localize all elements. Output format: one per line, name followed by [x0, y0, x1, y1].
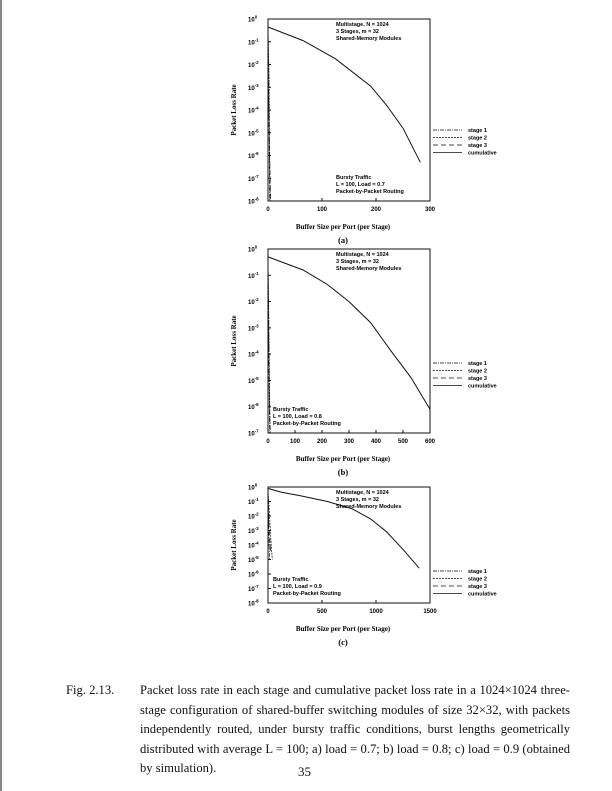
y-axis-label: Packet Loss Rate [230, 315, 238, 367]
figure-caption: Packet loss rate in each stage and cumulative packet loss rate in a 1024×1024 three-stage configuration of shared-buffer switching modules of size 32×32, with packets independently routed, under bursty traffic conditions, burst lengths geometrically distributed with average L = 100; a) load = 0.7; b) load = 0.8; c) load = 0.9 (obtained by simulation). [140, 683, 570, 775]
x-tick-label: 200 [316, 439, 328, 445]
x-tick-label: 100 [316, 207, 328, 213]
annotation-top: 3 Stages, m = 32 [336, 497, 379, 503]
y-tick-label: $10^{-1}$ [248, 497, 259, 506]
panel-label: (c) [338, 637, 348, 647]
x-tick-label: 600 [424, 439, 436, 445]
y-tick-label: $10^{-5}$ [248, 128, 259, 138]
plot-frame [268, 249, 430, 433]
x-tick-label: 0 [266, 439, 270, 445]
y-tick-label: $10^{-4}$ [248, 349, 259, 359]
legend-entry: stage 1 [468, 128, 487, 134]
y-tick-label: $10^{-5}$ [248, 375, 259, 385]
legend-entry: stage 1 [468, 569, 487, 575]
annotation-top: 3 Stages, m = 32 [336, 29, 379, 35]
x-tick-label: 0 [266, 207, 270, 213]
legend-entry: cumulative [468, 591, 497, 598]
annotation-top: Shared-Memory Modules [336, 504, 402, 510]
y-tick-label: $10^{-8}$ [248, 598, 259, 608]
annotation-top: Multistage, N = 1024 [336, 22, 389, 28]
y-tick-label: $10^{-2}$ [248, 60, 259, 69]
y-tick-label: $10^{-4}$ [248, 105, 259, 115]
y-tick-label: $10^{-7}$ [248, 584, 259, 593]
x-tick-label: 400 [370, 439, 382, 445]
annotation-bottom: L = 100, Load = 0.9 [273, 584, 322, 590]
y-tick-label: $10^{-5}$ [248, 555, 259, 564]
legend-entry: cumulative [468, 383, 497, 390]
series-cumulative [268, 257, 430, 409]
annotation-top: 3 Stages, m = 32 [336, 259, 379, 265]
annotation-top: Shared-Memory Modules [336, 266, 402, 272]
x-tick-label: 0 [266, 609, 270, 615]
y-tick-label: $10^{-7}$ [248, 173, 259, 183]
legend-entry: stage 2 [468, 576, 487, 583]
legend-entry: cumulative [468, 150, 497, 157]
y-tick-label: $10^0$ [248, 244, 258, 254]
panel-label: (b) [337, 467, 349, 477]
legend-entry: stage 3 [468, 143, 487, 149]
y-tick-label: $10^{-6}$ [248, 569, 259, 579]
x-tick-label: 500 [316, 609, 328, 615]
y-tick-label: $10^{-8}$ [248, 196, 259, 206]
annotation-bottom: L = 100, Load = 0.7 [336, 182, 385, 188]
x-tick-label: 300 [424, 207, 436, 213]
x-tick-label: 100 [289, 439, 301, 445]
annotation-top: Multistage, N = 1024 [336, 490, 389, 496]
x-tick-label: 200 [370, 207, 382, 213]
x-axis-label: Buffer Size per Port (per Stage) [295, 625, 391, 633]
annotation-bottom: Bursty Traffic [336, 175, 372, 181]
annotation-bottom: Packet-by-Packet Routing [336, 189, 404, 195]
x-tick-label: 1500 [423, 609, 437, 615]
annotation-bottom: Bursty Traffic [273, 577, 309, 583]
annotation-top: Multistage, N = 1024 [336, 252, 389, 258]
y-tick-label: $10^{-1}$ [248, 270, 259, 280]
y-tick-label: $10^{-7}$ [248, 428, 259, 438]
y-tick-label: $10^0$ [248, 14, 258, 24]
x-axis-label: Buffer Size per Port (per Stage) [295, 223, 391, 231]
x-tick-label: 300 [343, 439, 355, 445]
annotation-bottom: Bursty Traffic [273, 407, 309, 413]
y-tick-label: $10^{-1}$ [248, 37, 259, 47]
x-tick-label: 1000 [369, 609, 383, 615]
page-number: 35 [298, 764, 311, 779]
y-tick-label: $10^{-4}$ [248, 540, 259, 550]
y-tick-label: $10^{-3}$ [248, 82, 259, 92]
y-tick-label: $10^{-6}$ [248, 151, 259, 160]
panel-label: (a) [338, 235, 348, 245]
y-tick-label: $10^{-6}$ [248, 402, 259, 412]
annotation-top: Shared-Memory Modules [336, 36, 402, 42]
legend-entry: stage 3 [468, 584, 487, 590]
y-axis-label: Packet Loss Rate [230, 519, 238, 571]
legend-entry: stage 2 [468, 135, 487, 142]
annotation-bottom: Packet-by-Packet Routing [273, 421, 341, 427]
annotation-bottom: Packet-by-Packet Routing [273, 591, 341, 597]
x-axis-label: Buffer Size per Port (per Stage) [295, 455, 391, 463]
y-tick-label: $10^{-3}$ [248, 526, 259, 535]
legend-entry: stage 2 [468, 368, 487, 375]
y-axis-label: Packet Loss Rate [230, 84, 238, 136]
legend-entry: stage 3 [468, 376, 487, 382]
series-cumulative [268, 27, 420, 162]
annotation-bottom: L = 100, Load = 0.8 [273, 414, 322, 420]
y-tick-label: $10^{-3}$ [248, 323, 259, 333]
figure-label: Fig. 2.13. [66, 683, 115, 697]
y-tick-label: $10^{-2}$ [248, 511, 259, 521]
y-tick-label: $10^{-2}$ [248, 297, 259, 307]
plot-frame [268, 19, 430, 201]
y-tick-label: $10^0$ [248, 482, 258, 492]
x-tick-label: 500 [397, 439, 409, 445]
legend-entry: stage 1 [468, 361, 487, 367]
